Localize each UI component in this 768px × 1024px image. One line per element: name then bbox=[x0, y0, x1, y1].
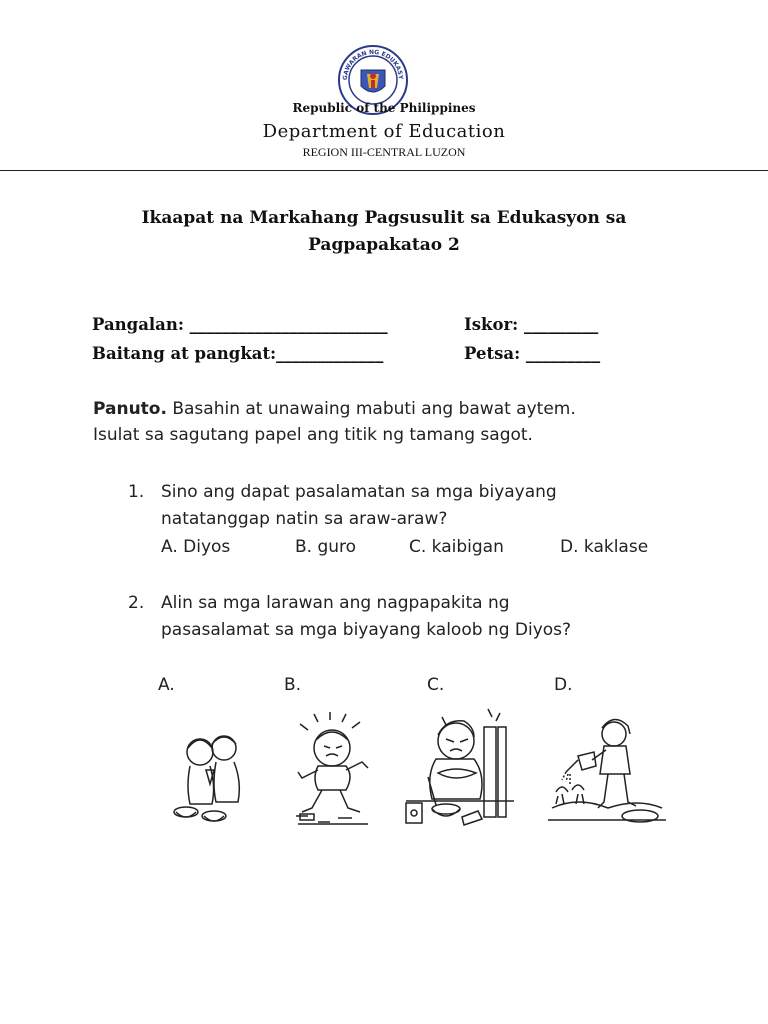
instructions-line1: Basahin at unawaing mabuti ang bawat aytem. bbox=[166, 399, 576, 419]
q2-option-c[interactable]: C. bbox=[427, 675, 445, 695]
date-field[interactable]: Petsa: _________ bbox=[464, 344, 601, 363]
q2-option-a[interactable]: A. bbox=[158, 675, 175, 695]
question-number: 2. bbox=[128, 593, 145, 613]
praying-children-icon[interactable] bbox=[172, 726, 252, 826]
q1-option-d[interactable]: D. kaklase bbox=[560, 537, 649, 557]
seal-text: GAWARAN NG EDUKASY bbox=[341, 48, 405, 81]
question-text-line1: Alin sa mga larawan ang nagpapakita ng bbox=[161, 593, 510, 613]
instructions bbox=[93, 396, 733, 448]
republic-text: Republic of the Philippines bbox=[292, 101, 476, 115]
header-divider bbox=[0, 170, 768, 171]
exam-title-line1: Ikaapat na Markahang Pagsusulit sa Edukasyon sa bbox=[141, 208, 627, 228]
question-number: 1. bbox=[128, 482, 145, 502]
exam-title-line2: Pagpapakatao 2 bbox=[308, 235, 460, 255]
q2-option-d[interactable]: D. bbox=[554, 675, 573, 695]
grade-section-field[interactable]: Baitang at pangkat:_____________ bbox=[92, 344, 384, 363]
q1-option-c[interactable]: C. kaibigan bbox=[409, 537, 504, 557]
instructions-lead: Panuto. bbox=[93, 399, 167, 419]
instructions-line2: Isulat sa sagutang papel ang titik ng tamang sagot. bbox=[93, 425, 533, 445]
stomping-boy-icon[interactable] bbox=[288, 712, 378, 830]
q2-option-b[interactable]: B. bbox=[284, 675, 302, 695]
question-text-line2: pasasalamat sa mga biyayang kaloob ng Diyos? bbox=[161, 620, 572, 640]
q1-option-a[interactable]: A. Diyos bbox=[161, 537, 231, 557]
score-field[interactable]: Iskor: _________ bbox=[464, 315, 599, 334]
department-text: Department of Education bbox=[262, 121, 506, 142]
angry-boy-at-table-icon[interactable] bbox=[402, 707, 518, 831]
region-text: REGION III-CENTRAL LUZON bbox=[302, 145, 466, 159]
exam-title bbox=[100, 205, 668, 259]
q1-option-b[interactable]: B. guro bbox=[295, 537, 357, 557]
name-field[interactable]: Pangalan: ________________________ bbox=[92, 315, 388, 334]
question-text-line1: Sino ang dapat pasalamatan sa mga biyayang bbox=[161, 482, 557, 502]
boy-watering-plants-icon[interactable] bbox=[548, 712, 666, 824]
question-text-line2: natatanggap natin sa araw-araw? bbox=[161, 509, 448, 529]
